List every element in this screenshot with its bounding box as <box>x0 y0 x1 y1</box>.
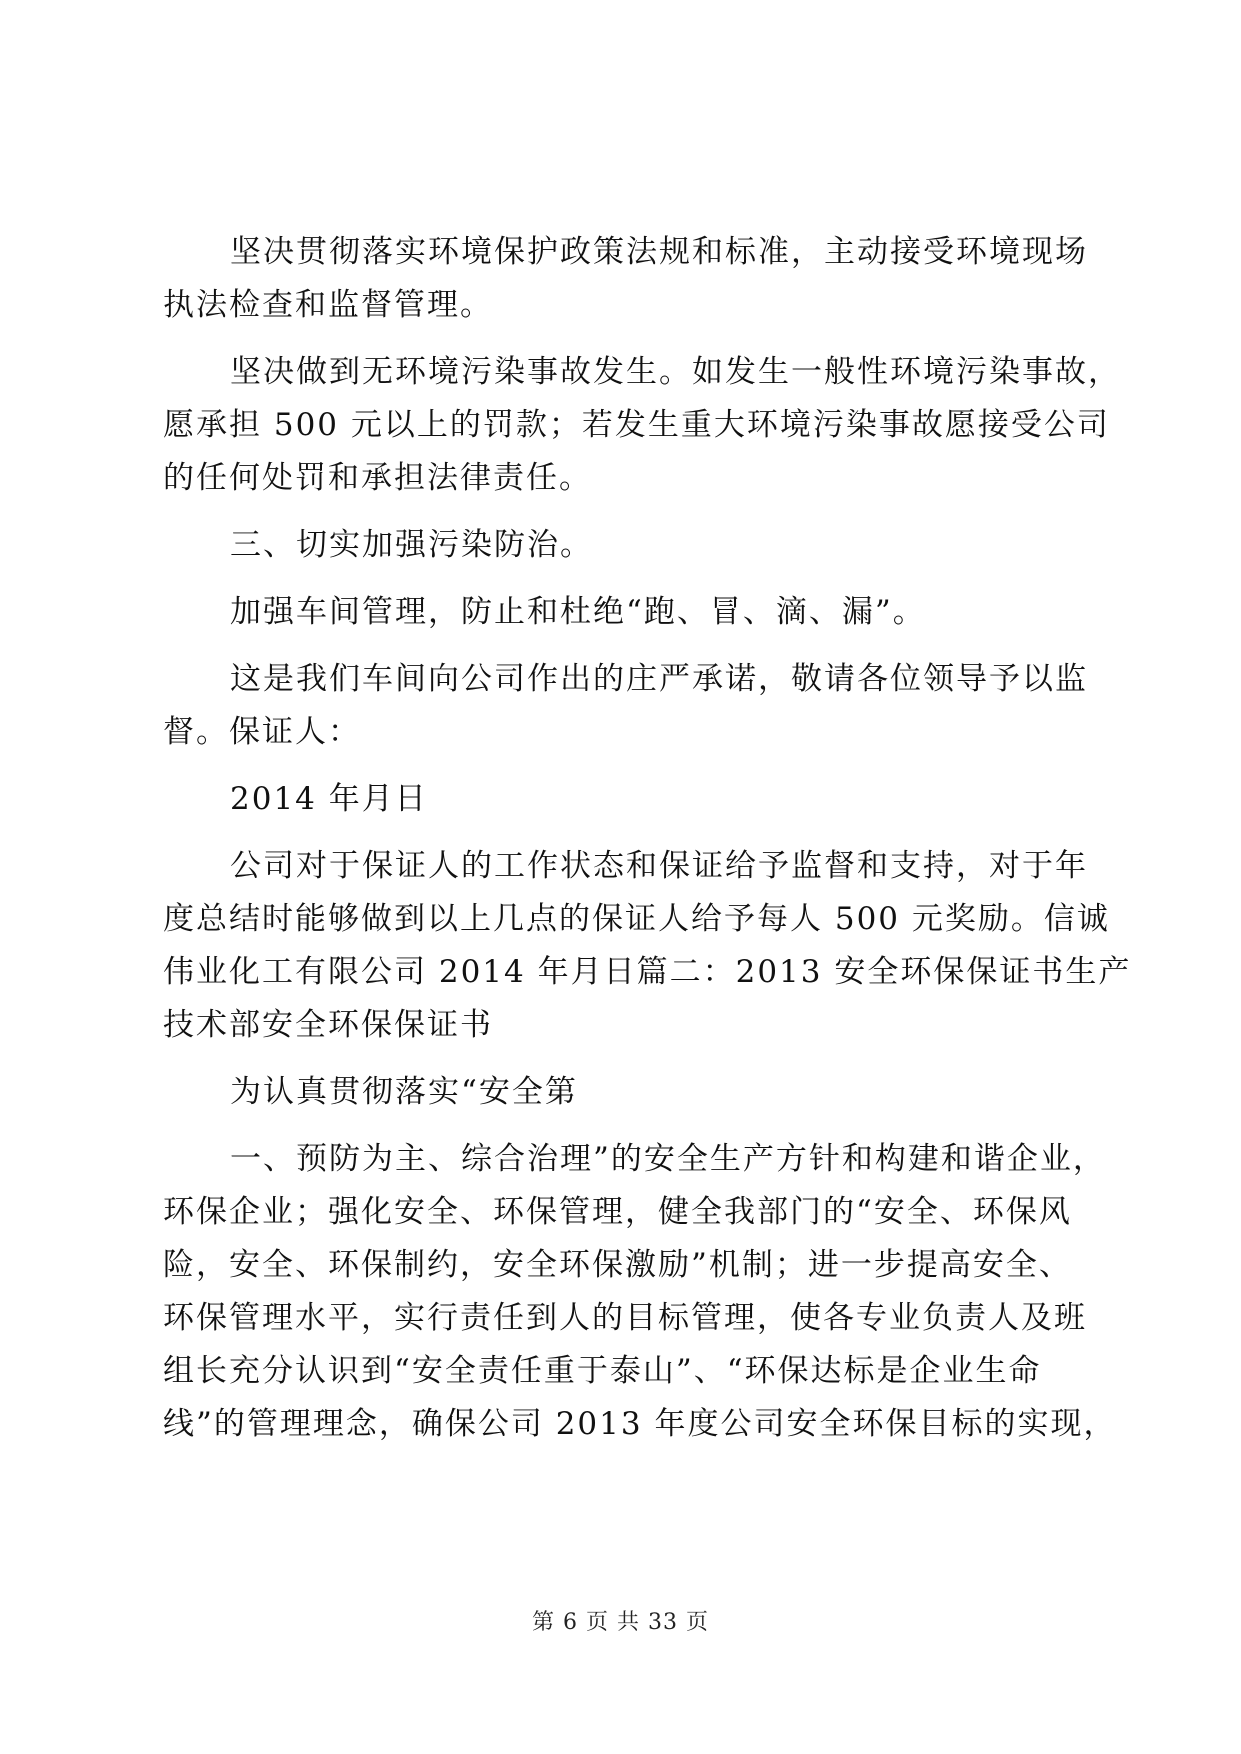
body-text-line: 伟业化工有限公司 2014 年月日篇二：2013 安全环保保证书生产 <box>163 954 1132 990</box>
body-text-line: 这是我们车间向公司作出的庄严承诺，敬请各位领导予以监 <box>230 661 1088 697</box>
body-text-line: 组长充分认识到“安全责任重于泰山”、“环保达标是企业生命 <box>163 1353 1042 1389</box>
body-text-line: 督。保证人： <box>163 714 361 750</box>
body-text-line: 一、预防为主、综合治理”的安全生产方针和构建和谐企业， <box>230 1141 1106 1177</box>
body-text-line: 加强车间管理，防止和杜绝“跑、冒、滴、漏”。 <box>230 594 926 630</box>
date-line: 2014 年月日 <box>230 781 428 817</box>
body-text-line: 为认真贯彻落实“安全第 <box>230 1074 578 1110</box>
body-text-line: 公司对于保证人的工作状态和保证给予监督和支持，对于年 <box>230 848 1088 884</box>
body-text-line: 环保企业；强化安全、环保管理，健全我部门的“安全、环保风 <box>163 1194 1072 1230</box>
page-footer: 第 6 页 共 33 页 <box>532 1610 709 1635</box>
body-text-line: 线”的管理理念，确保公司 2013 年度公司安全环保目标的实现， <box>163 1406 1117 1442</box>
section-heading: 三、切实加强污染防治。 <box>230 527 593 563</box>
body-text-line: 技术部安全环保保证书 <box>163 1007 493 1043</box>
body-text-line: 的任何处罚和承担法律责任。 <box>163 460 592 496</box>
body-text-line: 险，安全、环保制约，安全环保激励”机制；进一步提高安全、 <box>163 1247 1072 1283</box>
body-text-line: 度总结时能够做到以上几点的保证人给予每人 500 元奖励。信诚 <box>163 901 1110 937</box>
body-text-line: 坚决做到无环境污染事故发生。如发生一般性环境污染事故， <box>230 354 1121 390</box>
body-text-line: 环保管理水平，实行责任到人的目标管理，使各专业负责人及班 <box>163 1300 1087 1336</box>
body-text-line: 愿承担 500 元以上的罚款；若发生重大环境污染事故愿接受公司 <box>163 407 1110 443</box>
body-text-line: 执法检查和监督管理。 <box>163 287 493 323</box>
body-text-line: 坚决贯彻落实环境保护政策法规和标准，主动接受环境现场 <box>230 234 1088 270</box>
